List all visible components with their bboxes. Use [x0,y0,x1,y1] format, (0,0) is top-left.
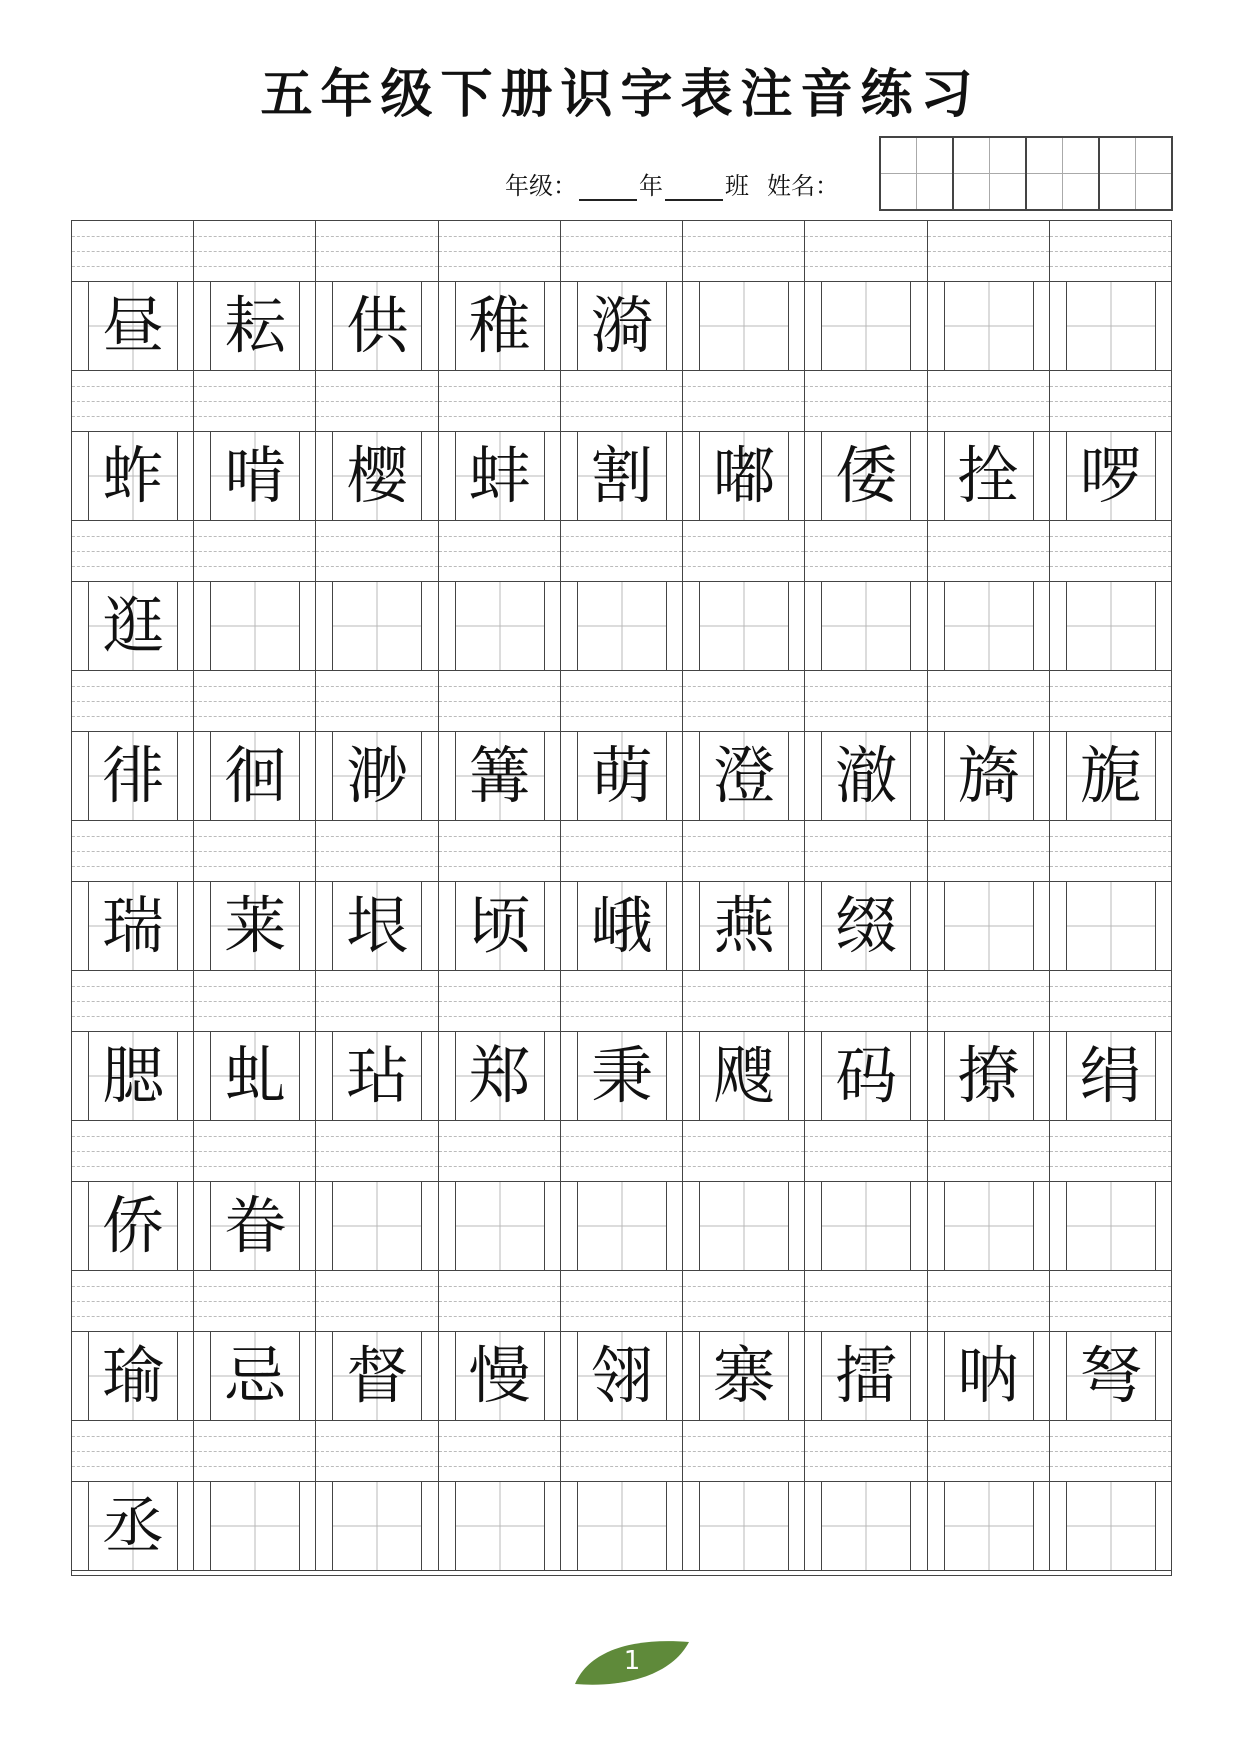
pinyin-cell[interactable] [1050,521,1171,581]
character-box: 萌 [577,732,667,820]
pinyin-cell[interactable] [316,971,438,1031]
character-box[interactable] [577,1482,667,1570]
pinyin-row [72,1121,1171,1181]
character-slot [439,1332,561,1420]
pinyin-row [72,521,1171,581]
character-slot [561,282,683,370]
character-box: 峨 [577,882,667,970]
pinyin-cell[interactable] [805,1421,927,1481]
pinyin-cell[interactable] [561,1121,683,1181]
pinyin-cell[interactable] [683,1121,805,1181]
character-slot [72,1032,194,1120]
character-row [72,1031,1171,1121]
character-slot [805,282,927,370]
pinyin-cell[interactable] [194,221,316,281]
character-box[interactable] [821,1182,911,1270]
pinyin-cell[interactable] [439,671,561,731]
year-blank[interactable] [579,177,637,201]
character-slot [805,1182,927,1270]
character-box: 眷 [210,1182,300,1270]
pinyin-cell[interactable] [805,1271,927,1331]
character-box: 飕 [699,1032,789,1120]
character-slot [316,1182,438,1270]
character-box[interactable] [577,1182,667,1270]
pinyin-cell[interactable] [72,521,194,581]
character-box[interactable] [455,582,545,670]
character-slot [194,1482,316,1570]
character-box: 呐 [944,1332,1034,1420]
pinyin-cell[interactable] [561,521,683,581]
character-box: 樱 [332,432,422,520]
character-slot [194,1332,316,1420]
character-slot [683,1032,805,1120]
year-label: 年 [639,172,663,200]
character-slot [683,282,805,370]
pinyin-cell[interactable] [194,521,316,581]
pinyin-row [72,971,1171,1031]
pinyin-cell[interactable] [928,821,1050,881]
pinyin-cell[interactable] [1050,221,1171,281]
character-slot [561,1032,683,1120]
character-slot [316,582,438,670]
pinyin-cell[interactable] [439,1421,561,1481]
character-box: 寨 [699,1332,789,1420]
pinyin-cell[interactable] [439,521,561,581]
pinyin-cell[interactable] [928,1121,1050,1181]
character-slot [561,1332,683,1420]
character-slot [72,882,194,970]
pinyin-cell[interactable] [1050,1271,1171,1331]
character-box[interactable] [944,582,1034,670]
character-box: 侨 [88,1182,178,1270]
character-box[interactable] [332,1482,422,1570]
character-slot [439,282,561,370]
pinyin-cell[interactable] [316,671,438,731]
character-row [72,1181,1171,1271]
character-slot [194,1182,316,1270]
pinyin-cell[interactable] [316,371,438,431]
pinyin-cell[interactable] [194,1421,316,1481]
character-box: 燕 [699,882,789,970]
pinyin-cell[interactable] [1050,1421,1171,1481]
pinyin-cell[interactable] [928,1421,1050,1481]
character-row [72,281,1171,371]
character-slot [194,882,316,970]
character-box[interactable] [332,582,422,670]
character-box: 督 [332,1332,422,1420]
character-row [72,431,1171,521]
grade-label: 年级： [505,172,577,200]
pinyin-cell[interactable] [683,821,805,881]
name-boxes [879,136,1173,211]
character-box: 缀 [821,882,911,970]
character-slot [683,582,805,670]
character-slot [439,1482,561,1570]
character-slot [72,1332,194,1420]
character-row [72,1481,1171,1571]
character-slot [928,1332,1050,1420]
character-box[interactable] [1066,1182,1156,1270]
character-slot [1050,282,1171,370]
class-blank[interactable] [665,177,723,201]
pinyin-cell[interactable] [194,971,316,1031]
pinyin-row [72,1271,1171,1331]
pinyin-cell[interactable] [561,371,683,431]
character-slot [439,1182,561,1270]
character-slot [928,882,1050,970]
character-slot [683,1332,805,1420]
character-box[interactable] [699,1182,789,1270]
character-slot [72,732,194,820]
pinyin-cell[interactable] [683,1421,805,1481]
character-box: 秉 [577,1032,667,1120]
character-slot [439,1032,561,1120]
character-box: 蚱 [88,432,178,520]
pinyin-cell[interactable] [683,671,805,731]
name-box[interactable] [1027,138,1100,209]
pinyin-cell[interactable] [805,671,927,731]
character-slot [805,432,927,520]
character-box: 澈 [821,732,911,820]
character-box: 昼 [88,282,178,370]
character-slot [1050,582,1171,670]
pinyin-cell[interactable] [683,221,805,281]
character-box[interactable] [577,582,667,670]
class-label: 班 [725,172,749,200]
character-box: 虬 [210,1032,300,1120]
pinyin-cell[interactable] [1050,821,1171,881]
character-box: 莱 [210,882,300,970]
character-box[interactable] [821,282,911,370]
pinyin-cell[interactable] [194,371,316,431]
pinyin-cell[interactable] [928,371,1050,431]
pinyin-cell[interactable] [316,221,438,281]
character-slot [683,1182,805,1270]
character-box: 郑 [455,1032,545,1120]
pinyin-cell[interactable] [316,1121,438,1181]
character-box: 垠 [332,882,422,970]
character-box: 拴 [944,432,1034,520]
pinyin-cell[interactable] [316,821,438,881]
character-slot [928,1032,1050,1120]
pinyin-cell[interactable] [805,371,927,431]
character-box: 旖 [944,732,1034,820]
pinyin-cell[interactable] [805,521,927,581]
character-slot [928,1182,1050,1270]
character-box: 徊 [210,732,300,820]
character-slot [316,432,438,520]
pinyin-cell[interactable] [928,521,1050,581]
pinyin-cell[interactable] [72,221,194,281]
character-box: 忌 [210,1332,300,1420]
pinyin-cell[interactable] [561,971,683,1031]
character-slot [194,732,316,820]
character-row [72,581,1171,671]
pinyin-row [72,671,1171,731]
pinyin-row [72,821,1171,881]
character-box: 擂 [821,1332,911,1420]
page-number: 1 [623,1646,641,1676]
character-slot [805,732,927,820]
student-info [505,166,839,201]
pinyin-cell[interactable] [1050,971,1171,1031]
character-box[interactable] [210,582,300,670]
pinyin-cell[interactable] [928,971,1050,1031]
character-slot [683,1482,805,1570]
character-box[interactable] [699,582,789,670]
character-box[interactable] [332,1182,422,1270]
pinyin-cell[interactable] [805,971,927,1031]
character-slot [1050,1332,1171,1420]
pinyin-cell[interactable] [72,371,194,431]
character-box: 腮 [88,1032,178,1120]
character-row [72,1331,1171,1421]
character-box: 瑜 [88,1332,178,1420]
character-slot [928,1482,1050,1570]
character-slot [439,732,561,820]
pinyin-cell[interactable] [72,1121,194,1181]
character-slot [1050,732,1171,820]
character-box[interactable] [944,1482,1034,1570]
character-slot [316,1032,438,1120]
character-box: 渺 [332,732,422,820]
practice-grid [71,220,1172,1576]
character-slot [683,732,805,820]
pinyin-cell[interactable] [439,1121,561,1181]
character-box: 嘟 [699,432,789,520]
character-slot [194,582,316,670]
character-slot [72,432,194,520]
character-box: 顷 [455,882,545,970]
character-box: 慢 [455,1332,545,1420]
character-slot [805,1482,927,1570]
character-box[interactable] [1066,282,1156,370]
character-slot [928,732,1050,820]
pinyin-cell[interactable] [72,821,194,881]
pinyin-cell[interactable] [805,1121,927,1181]
character-box: 稚 [455,282,545,370]
character-box: 啃 [210,432,300,520]
character-box: 篝 [455,732,545,820]
pinyin-cell[interactable] [194,821,316,881]
character-slot [194,1032,316,1120]
character-slot [72,582,194,670]
character-box: 倭 [821,432,911,520]
pinyin-cell[interactable] [316,1421,438,1481]
character-slot [316,732,438,820]
character-box: 逛 [88,582,178,670]
pinyin-cell[interactable] [439,821,561,881]
pinyin-cell[interactable] [561,1271,683,1331]
character-slot [561,582,683,670]
character-box: 丞 [88,1482,178,1570]
character-row [72,731,1171,821]
pinyin-cell[interactable] [683,1271,805,1331]
character-slot [72,1182,194,1270]
pinyin-cell[interactable] [928,1271,1050,1331]
character-slot [316,882,438,970]
character-slot [561,732,683,820]
character-slot [928,432,1050,520]
character-slot [316,282,438,370]
character-slot [805,882,927,970]
character-box: 码 [821,1032,911,1120]
character-box: 玷 [332,1032,422,1120]
character-slot [72,282,194,370]
pinyin-cell[interactable] [1050,671,1171,731]
character-slot [928,582,1050,670]
name-box[interactable] [954,138,1027,209]
character-slot [439,882,561,970]
character-box[interactable] [944,282,1034,370]
character-box[interactable] [455,1182,545,1270]
character-slot [1050,1182,1171,1270]
character-box[interactable] [699,282,789,370]
pinyin-cell[interactable] [1050,371,1171,431]
character-slot [1050,1032,1171,1120]
character-box: 割 [577,432,667,520]
pinyin-cell[interactable] [805,821,927,881]
pinyin-cell[interactable] [194,671,316,731]
character-box[interactable] [699,1482,789,1570]
character-slot [194,282,316,370]
character-box[interactable] [1066,1482,1156,1570]
character-box[interactable] [210,1482,300,1570]
character-box[interactable] [944,1182,1034,1270]
character-box: 蚌 [455,432,545,520]
pinyin-cell[interactable] [72,971,194,1031]
pinyin-cell[interactable] [561,221,683,281]
name-box[interactable] [881,138,954,209]
pinyin-cell[interactable] [1050,1121,1171,1181]
character-slot [316,1332,438,1420]
pinyin-cell[interactable] [72,1421,194,1481]
character-box: 旎 [1066,732,1156,820]
pinyin-cell[interactable] [683,971,805,1031]
character-box: 澄 [699,732,789,820]
character-box[interactable] [455,1482,545,1570]
character-box[interactable] [821,1482,911,1570]
character-box: 撩 [944,1032,1034,1120]
character-box: 徘 [88,732,178,820]
character-box[interactable] [1066,582,1156,670]
pinyin-cell[interactable] [439,221,561,281]
name-label: 姓名： [767,172,839,200]
character-row [72,881,1171,971]
character-slot [805,582,927,670]
pinyin-cell[interactable] [194,1271,316,1331]
character-box: 漪 [577,282,667,370]
character-slot [683,882,805,970]
pinyin-cell[interactable] [561,671,683,731]
character-slot [194,432,316,520]
character-box[interactable] [1066,882,1156,970]
character-box: 绢 [1066,1032,1156,1120]
character-slot [561,1182,683,1270]
pinyin-cell[interactable] [194,1121,316,1181]
character-slot [805,1332,927,1420]
character-slot [561,1482,683,1570]
character-box: 耘 [210,282,300,370]
character-slot [561,432,683,520]
character-slot [72,1482,194,1570]
character-slot [439,582,561,670]
character-slot [316,1482,438,1570]
pinyin-row [72,371,1171,431]
character-box: 弩 [1066,1332,1156,1420]
character-slot [805,1032,927,1120]
pinyin-cell[interactable] [683,371,805,431]
pinyin-row [72,221,1171,281]
character-box: 瑞 [88,882,178,970]
character-box: 供 [332,282,422,370]
character-slot [1050,1482,1171,1570]
character-slot [683,432,805,520]
character-slot [928,282,1050,370]
pinyin-cell[interactable] [805,221,927,281]
pinyin-cell[interactable] [928,221,1050,281]
character-box: 翎 [577,1332,667,1420]
pinyin-cell[interactable] [683,521,805,581]
name-box[interactable] [1100,138,1171,209]
pinyin-cell[interactable] [439,371,561,431]
character-slot [439,432,561,520]
character-box: 啰 [1066,432,1156,520]
character-slot [1050,882,1171,970]
character-box[interactable] [821,582,911,670]
character-slot [561,882,683,970]
pinyin-cell[interactable] [316,1271,438,1331]
pinyin-row [72,1421,1171,1481]
pinyin-cell[interactable] [439,971,561,1031]
pinyin-cell[interactable] [439,1271,561,1331]
character-slot [1050,432,1171,520]
pinyin-cell[interactable] [316,521,438,581]
pinyin-cell[interactable] [561,1421,683,1481]
pinyin-cell[interactable] [72,671,194,731]
page-title: 五年级下册识字表注音练习 [260,64,981,125]
pinyin-cell[interactable] [928,671,1050,731]
character-box[interactable] [944,882,1034,970]
pinyin-cell[interactable] [72,1271,194,1331]
pinyin-cell[interactable] [561,821,683,881]
